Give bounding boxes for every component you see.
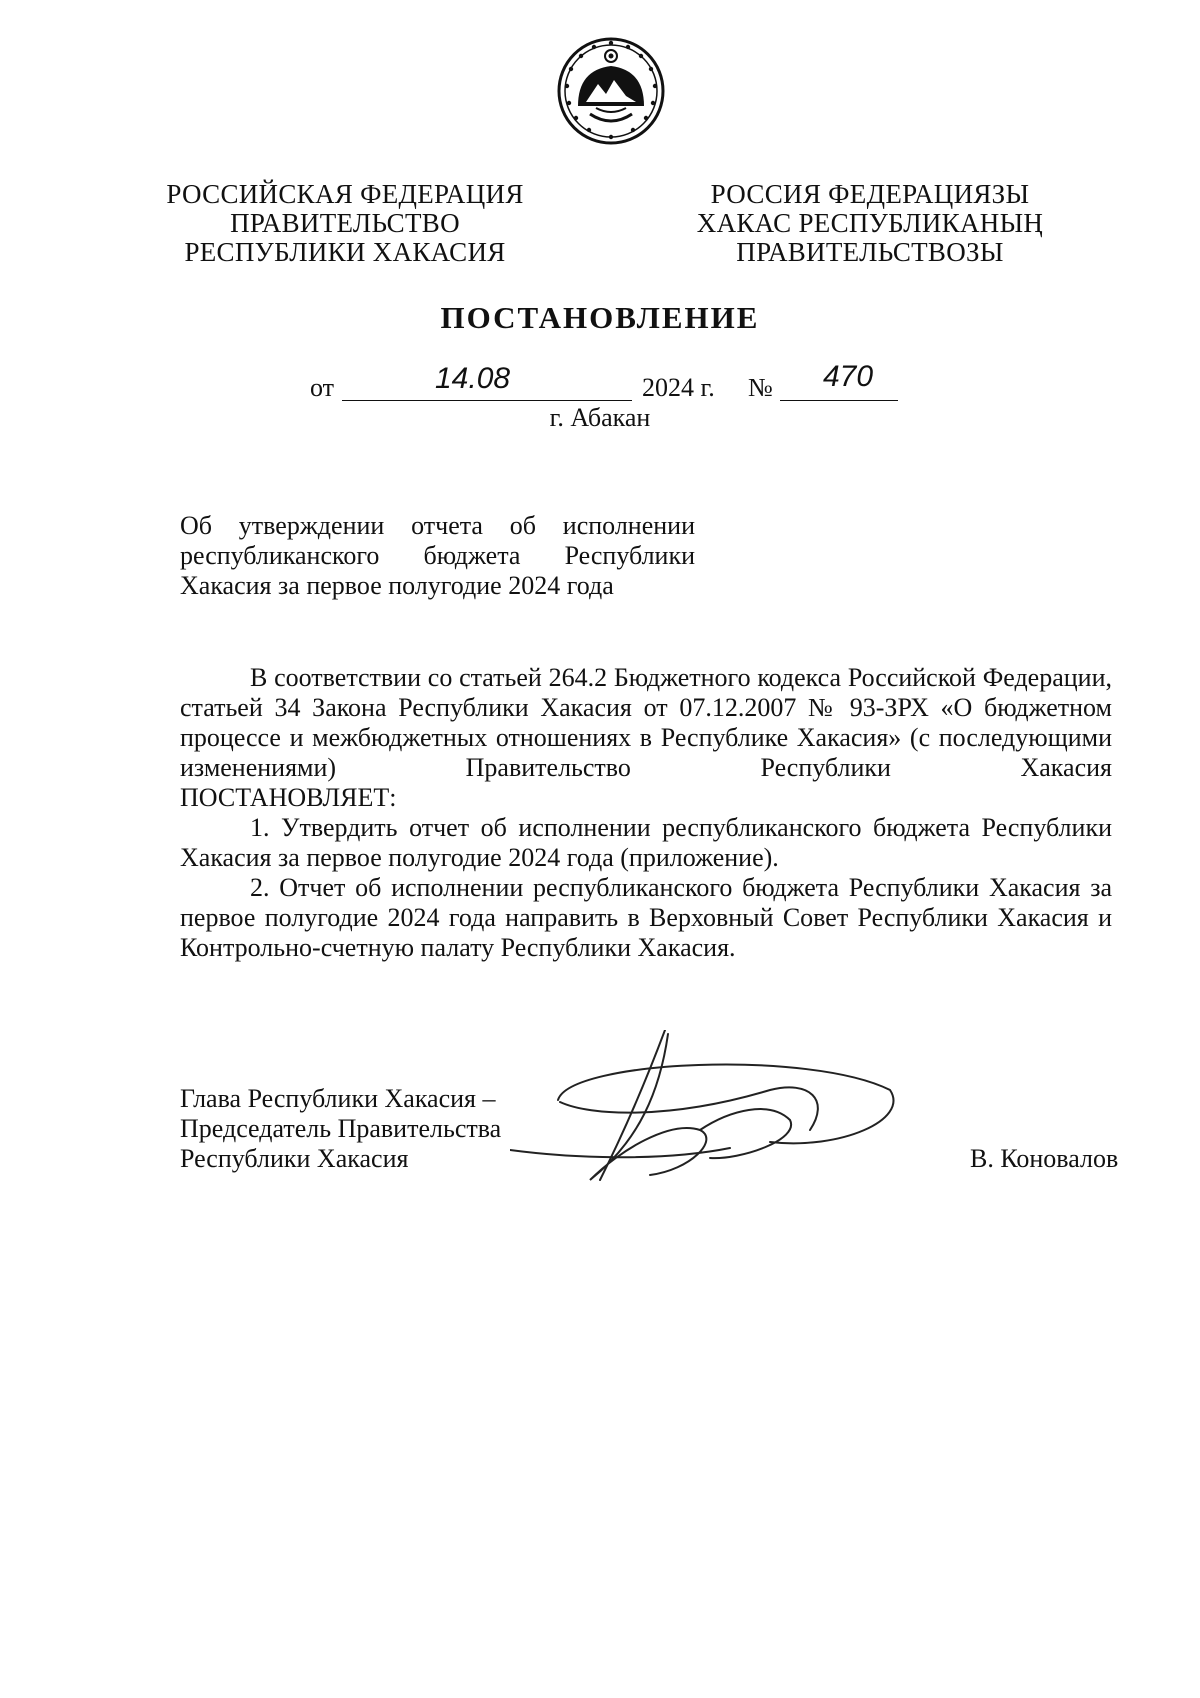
preamble-paragraph: В соответствии со статьей 264.2 Бюджетного кодекса Российской Федерации, статьей 34 Закона Республики Хакасия от 07.12.2007 № 93-ЗРХ «О бюджетном процессе и межбюджетных отношениях в Республике Хакасия» (с последующими изменениями) Правительство Республики Хакасия	[180, 663, 1112, 782]
signer-title-line: Республики Хакасия	[180, 1144, 409, 1173]
subject-line: Хакасия за первое полугодие 2024 года	[180, 571, 614, 600]
handwritten-number: 470	[823, 360, 874, 393]
header-right	[660, 180, 1080, 267]
signature-block	[180, 1084, 501, 1174]
resolves-word: ПОСТАНОВЛЯЕТ:	[180, 783, 397, 812]
signer-title-line: Председатель Правительства	[180, 1114, 502, 1143]
item-1: 1. Утвердить отчет об исполнении республиканского бюджета Республики Хакасия за первое полугодие 2024 года (приложение).	[180, 813, 1112, 872]
handwritten-signature	[510, 1030, 910, 1200]
number-label: №	[748, 373, 773, 402]
body-text	[180, 663, 1112, 963]
handwritten-date: 14.08	[435, 362, 511, 395]
signer-name: В. Коновалов	[970, 1144, 1119, 1173]
signer-title-line: Глава Республики Хакасия –	[180, 1084, 496, 1113]
subject-line: республиканского бюджета Республики	[180, 541, 695, 570]
item-2: 2. Отчет об исполнении республиканского бюджета Республики Хакасия за первое полугодие 2024 года направить в Верховный Совет Республики Хакасия и Контрольно-счетную палату Республики Хакасия.	[180, 873, 1112, 962]
document-title: ПОСТАНОВЛЕНИЕ	[440, 300, 760, 335]
emblem-seal-icon	[556, 36, 666, 146]
date-line	[0, 360, 1200, 404]
header-left-line: ПРАВИТЕЛЬСТВО	[230, 208, 460, 238]
header-right-line: РОССИЯ ФЕДЕРАЦИЯЗЫ	[710, 179, 1030, 209]
header-left-line: РЕСПУБЛИКИ ХАКАСИЯ	[184, 237, 506, 267]
subject-line: Об утверждении отчета об исполнении	[180, 511, 695, 540]
header-left	[150, 180, 540, 267]
city: г. Абакан	[549, 403, 651, 432]
subject-block	[180, 511, 695, 601]
header-right-line: ПРАВИТЕЛЬСТВОЗЫ	[736, 237, 1004, 267]
number-underline	[780, 400, 898, 401]
date-year: 2024 г.	[642, 373, 715, 402]
date-prefix: от	[310, 373, 335, 402]
header-right-line: ХАКАС РЕСПУБЛИКАНЫҢ	[696, 208, 1044, 238]
date-underline	[342, 400, 632, 401]
header-left-line: РОССИЙСКАЯ ФЕДЕРАЦИЯ	[166, 179, 524, 209]
